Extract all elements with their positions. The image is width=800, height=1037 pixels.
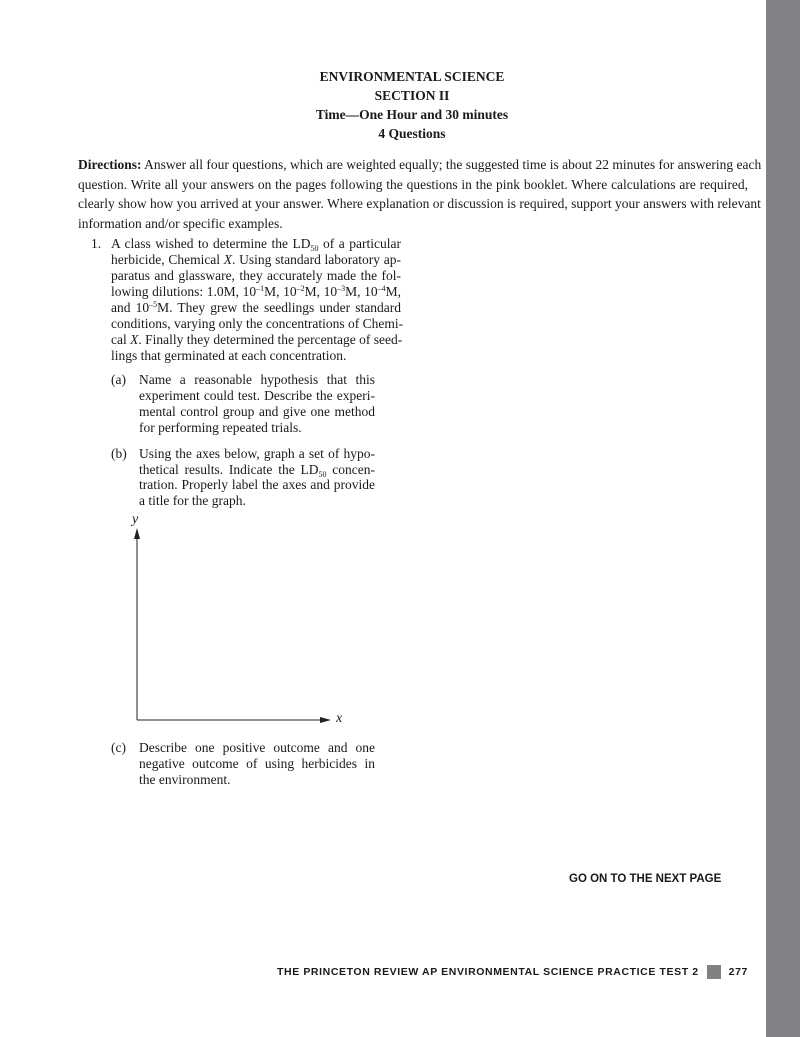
footer-title: THE PRINCETON REVIEW AP ENVIRONMENTAL SCIENCE PRACTICE TEST 2 xyxy=(277,966,699,978)
axes-svg xyxy=(126,512,356,732)
text-run: M, 10 xyxy=(264,284,297,299)
page-edge-tab xyxy=(766,0,800,1037)
text-run: conditions, varying only the concentrations of Chemi- xyxy=(111,316,404,331)
text-line xyxy=(139,446,375,462)
superscript: –5 xyxy=(149,300,158,309)
subscript: 50 xyxy=(318,469,327,479)
text-run: lowing dilutions: 1.0M, 10 xyxy=(111,284,257,299)
text-run: M, 10 xyxy=(304,284,338,299)
text-run: herbicide, Chemical xyxy=(111,252,224,267)
text-run: Describe one positive outcome and one xyxy=(139,740,375,755)
subject-title: ENVIRONMENTAL SCIENCE xyxy=(319,69,505,84)
text-line xyxy=(139,772,375,788)
directions-line: Answer all four questions, which are weighted equally; the suggested time is about 22 minutes for answering each xyxy=(144,157,762,172)
superscript: –3 xyxy=(337,284,346,293)
text-line xyxy=(139,740,375,756)
text-run: paratus and glassware, they accurately made the fol- xyxy=(111,268,401,283)
text-line xyxy=(111,236,401,252)
directions-line: information and/or specific examples. xyxy=(78,215,283,231)
text-run: Name a reasonable hypothesis that this xyxy=(139,372,375,387)
text-run: experiment could test. Describe the experi- xyxy=(139,388,375,403)
page-footer xyxy=(277,965,748,979)
text-run: Using the axes below, graph a set of hypo- xyxy=(139,446,375,461)
y-axis-label: y xyxy=(132,512,139,527)
text-run: M, 10 xyxy=(345,284,378,299)
part-b-text xyxy=(139,446,375,508)
text-line xyxy=(111,268,401,284)
text-run: cal xyxy=(111,332,131,347)
part-c-label: (c) xyxy=(111,740,126,755)
question-number: 1. xyxy=(91,236,102,251)
text-run: of a particular xyxy=(318,236,401,251)
text-line xyxy=(139,756,375,772)
text-run: M, xyxy=(385,284,401,299)
superscript: –2 xyxy=(296,284,305,293)
x-axis-arrow-icon xyxy=(320,717,331,723)
directions-line: question. Write all your answers on the pages following the questions in the pink booklet. Where calculations are required, xyxy=(78,176,748,192)
part-a-label: (a) xyxy=(111,372,126,387)
time-limit: Time—One Hour and 30 minutes xyxy=(315,107,509,122)
part-c-text xyxy=(139,740,375,788)
page-number: 277 xyxy=(728,966,748,978)
italic-text: X xyxy=(130,332,139,347)
text-line xyxy=(139,477,375,493)
text-line xyxy=(111,332,401,348)
blank-graph-axes xyxy=(126,512,356,737)
directions xyxy=(78,155,762,233)
text-line xyxy=(139,420,375,436)
text-line xyxy=(139,462,375,478)
x-axis-label: x xyxy=(336,711,343,726)
directions-label: Directions: xyxy=(78,157,142,172)
text-run: mental control group and give one method xyxy=(139,404,375,419)
text-run: thetical results. Indicate the LD xyxy=(139,461,319,477)
text-line xyxy=(111,284,401,300)
text-line xyxy=(111,300,401,316)
text-run: and 10 xyxy=(111,300,150,315)
question-count: 4 Questions xyxy=(378,126,446,141)
text-line xyxy=(111,252,401,268)
text-run: concen- xyxy=(326,461,375,477)
text-run: the environment. xyxy=(139,772,231,787)
text-run: A class wished to determine the LD xyxy=(111,236,311,251)
text-line xyxy=(139,372,375,388)
part-a-text xyxy=(139,372,375,436)
text-run: for performing repeated trials. xyxy=(139,420,302,435)
directions-line: clearly show how you arrived at your answer. Where explanation or discussion is required, support your answers with relevant xyxy=(78,196,761,211)
y-axis-arrow-icon xyxy=(134,528,140,539)
superscript: –4 xyxy=(377,284,386,293)
text-run: negative outcome of using herbicides in xyxy=(139,756,375,771)
superscript: –1 xyxy=(256,284,265,293)
text-run: lings that germinated at each concentration. xyxy=(111,348,347,363)
question-1-text xyxy=(111,236,404,364)
part-b-label: (b) xyxy=(111,446,127,461)
text-run: M. They grew the seedlings under standard xyxy=(157,300,401,315)
subscript: 50 xyxy=(310,244,319,253)
go-on-next-page: GO ON TO THE NEXT PAGE xyxy=(569,873,722,885)
italic-text: X xyxy=(223,252,233,267)
text-line xyxy=(139,493,375,509)
text-run: . Using standard laboratory ap- xyxy=(232,252,401,267)
text-line xyxy=(111,348,401,364)
text-run: . Finally they determined the percentage of seed- xyxy=(138,332,403,347)
section-title: SECTION II xyxy=(374,88,450,103)
text-line xyxy=(111,316,404,332)
text-line xyxy=(139,404,375,420)
text-run: tration. Properly label the axes and provide xyxy=(139,477,375,492)
footer-square-icon xyxy=(707,965,721,979)
text-line xyxy=(139,388,375,404)
text-run: a title for the graph. xyxy=(139,492,246,508)
